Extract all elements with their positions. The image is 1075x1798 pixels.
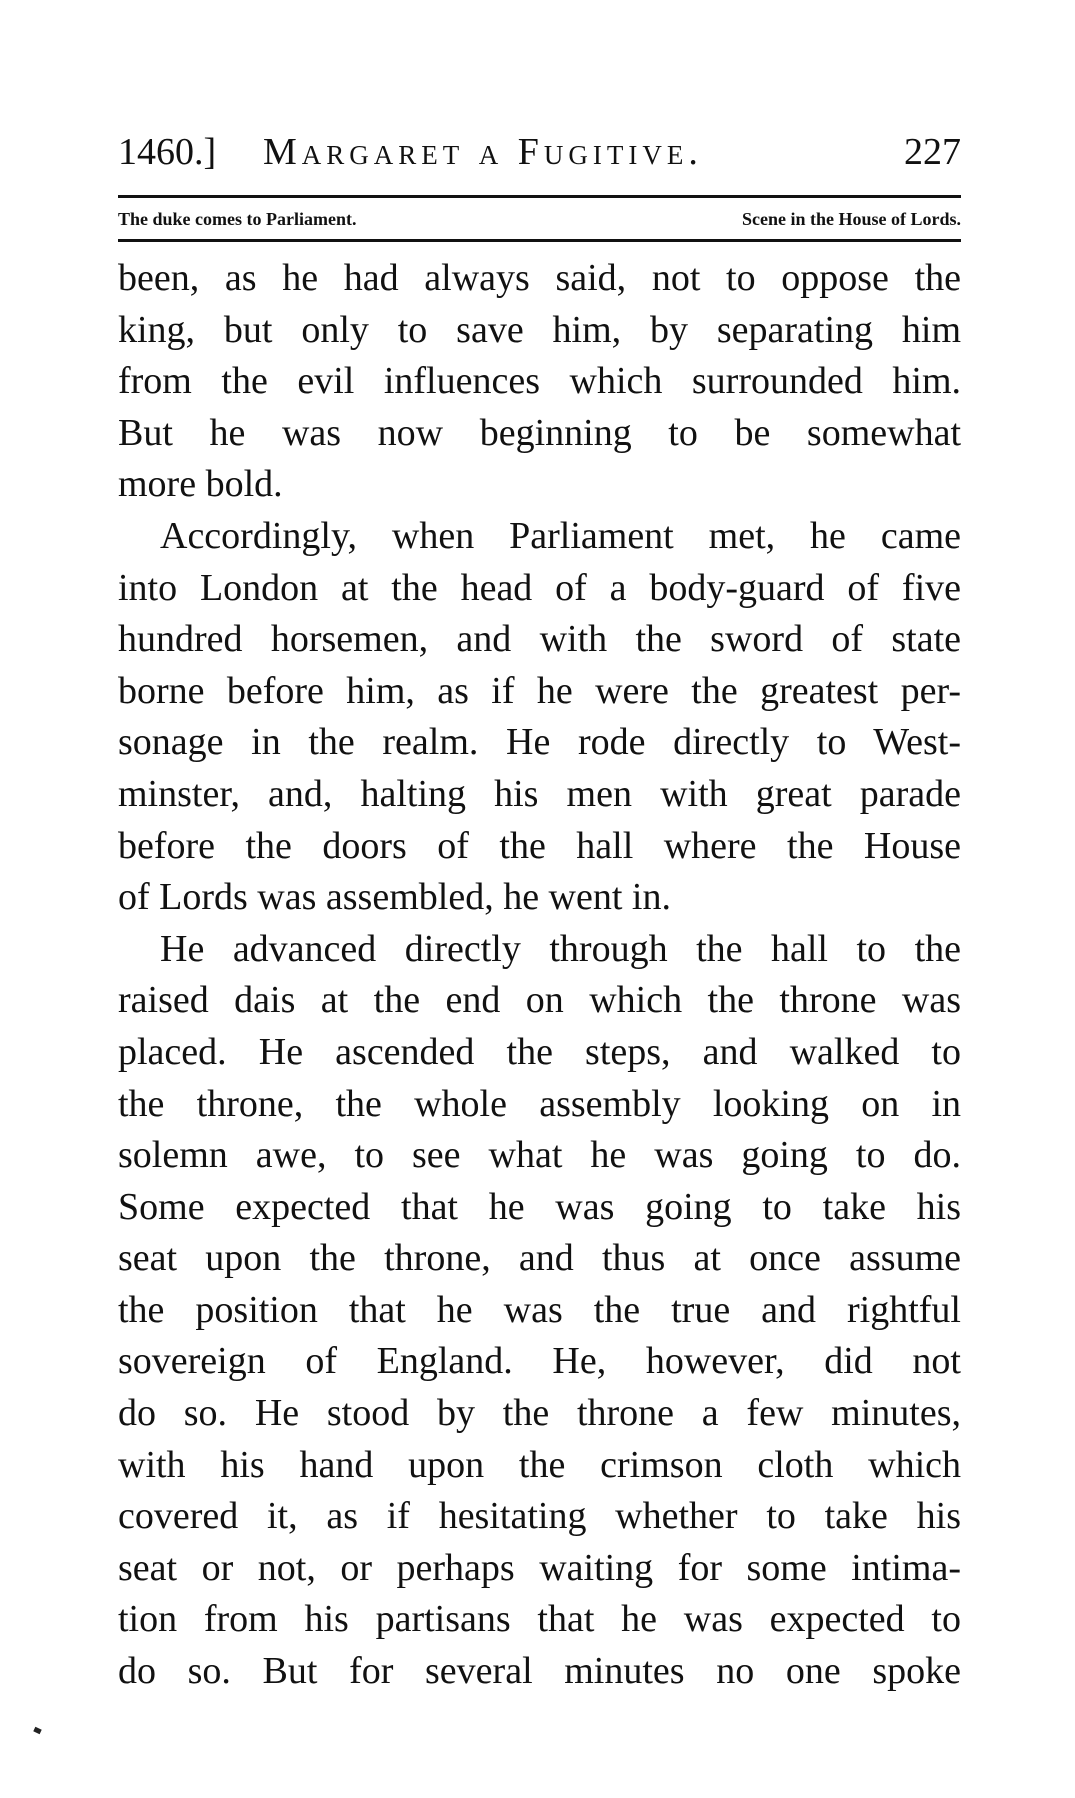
text-line: minster, and, halting his men with great parade — [118, 772, 961, 815]
text-line: sonage in the realm. He rode directly to West- — [118, 721, 961, 764]
subheader-left: The duke comes to Parliament. — [118, 209, 357, 229]
paragraph — [118, 253, 961, 511]
chapter-title: Margaret a Fugitive. — [263, 131, 703, 173]
header-year: 1460.] — [118, 131, 217, 173]
paragraph — [118, 511, 961, 924]
body-text — [118, 253, 961, 1698]
text-line: of Lords was assembled, he went in. — [118, 876, 671, 919]
running-head — [118, 127, 961, 177]
text-line: into London at the head of a body-guard of five — [118, 566, 961, 609]
header-rule-bottom — [118, 239, 961, 242]
text-line: tion from his partisans that he was expected to — [118, 1598, 961, 1641]
subheader-right: Scene in the House of Lords. — [741, 209, 961, 229]
text-line: more bold. — [118, 463, 283, 506]
text-line: from the evil influences which surrounded him. — [118, 360, 961, 403]
text-line: seat or not, or perhaps waiting for some intima- — [118, 1546, 961, 1589]
text-line: king, but only to save him, by separating him — [118, 308, 961, 351]
text-line: raised dais at the end on which the throne was — [118, 979, 961, 1022]
text-line: the throne, the whole assembly looking on in — [118, 1082, 961, 1125]
text-line: been, as he had always said, not to oppose the — [118, 257, 961, 299]
text-line: Accordingly, when Parliament met, he came — [160, 514, 961, 557]
text-line: hundred horsemen, and with the sword of state — [118, 618, 961, 661]
text-line: with his hand upon the crimson cloth which — [118, 1443, 961, 1486]
text-line: covered it, as if hesitating whether to take his — [118, 1495, 961, 1538]
text-line: before the doors of the hall where the House — [118, 824, 961, 867]
text-line: But he was now beginning to be somewhat — [118, 411, 961, 454]
text-line: sovereign of England. He, however, did not — [118, 1340, 961, 1383]
text-line: Some expected that he was going to take his — [118, 1185, 961, 1228]
text-line: seat upon the throne, and thus at once assume — [118, 1237, 961, 1280]
text-line: do so. But for several minutes no one spoke — [118, 1650, 961, 1693]
text-line: borne before him, as if he were the greatest per- — [118, 669, 961, 712]
subheader — [118, 204, 961, 234]
page-number: 227 — [904, 131, 961, 173]
paragraph — [118, 924, 961, 1698]
text-line: placed. He ascended the steps, and walked to — [118, 1030, 961, 1073]
text-line: the position that he was the true and rightful — [118, 1288, 961, 1331]
stray-ink-mark — [33, 1727, 41, 1734]
text-line: He advanced directly through the hall to the — [160, 927, 961, 970]
text-line: solemn awe, to see what he was going to do. — [118, 1134, 961, 1177]
text-line: do so. He stood by the throne a few minutes, — [118, 1392, 961, 1435]
header-rule-top — [118, 195, 961, 198]
